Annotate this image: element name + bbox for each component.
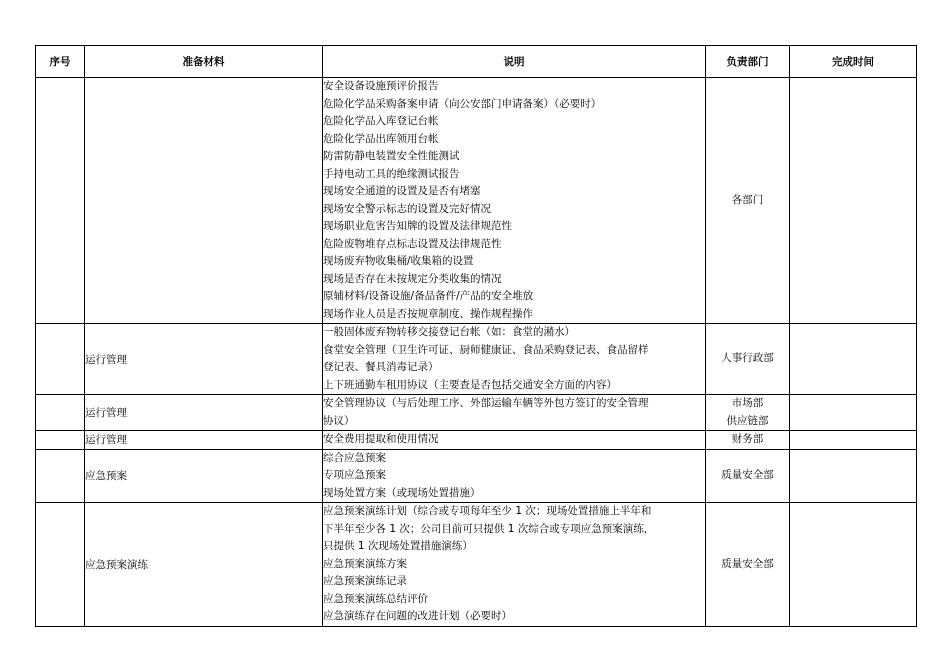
description-line: 危险化学品采购备案申请（向公安部门申请备案）（必要时） bbox=[323, 97, 602, 110]
header-completion-time: 完成时间 bbox=[790, 46, 917, 78]
department-name: 人事行政部 bbox=[721, 352, 774, 365]
cell-seq bbox=[36, 503, 85, 627]
cell-department bbox=[706, 78, 790, 324]
description-line: 危险化学品出库领用台帐 bbox=[323, 132, 439, 145]
cell-department bbox=[706, 324, 790, 395]
department-name: 质量安全部 bbox=[721, 469, 774, 481]
description-line: 现场是否存在未按规定分类收集的情况 bbox=[323, 272, 502, 285]
cell-material bbox=[85, 78, 323, 324]
cell-department bbox=[706, 503, 790, 627]
description-line: 登记表、餐具消毒记录） bbox=[323, 361, 439, 373]
description-line: 现场安全通道的设置及是否有堵塞 bbox=[323, 185, 481, 197]
description-line: 应急预案演练记录 bbox=[323, 575, 407, 587]
description-line: 下半年至少各 1 次；公司目前可只提供 1 次综合或专项应急预案演练， bbox=[323, 522, 655, 535]
cell-department bbox=[706, 431, 790, 450]
description-line: 安全设备设施预评价报告 bbox=[323, 80, 439, 92]
description-line: 专项应急预案 bbox=[323, 469, 386, 481]
table-row bbox=[36, 78, 917, 324]
description-line: 安全费用提取和使用情况 bbox=[323, 433, 439, 445]
cell-material: 运行管理 bbox=[85, 431, 323, 450]
cell-completion-time bbox=[790, 503, 917, 627]
description-line: 食堂安全管理（卫生许可证、厨师健康证、食品采购登记表、食品留样 bbox=[323, 343, 649, 356]
materials-table bbox=[35, 45, 917, 627]
cell-seq bbox=[36, 78, 85, 324]
cell-material: 运行管理 bbox=[85, 324, 323, 395]
cell-completion-time bbox=[790, 431, 917, 450]
description-line: 上下班通勤车租用协议（主要查是否包括交通安全方面的内容） bbox=[323, 378, 617, 391]
description-line: 应急预案演练方案 bbox=[323, 557, 407, 570]
cell-completion-time bbox=[790, 78, 917, 324]
table-row bbox=[36, 449, 917, 503]
cell-description bbox=[323, 431, 706, 450]
cell-department bbox=[706, 395, 790, 431]
table-row bbox=[36, 324, 917, 395]
description-line: 现场安全警示标志的设置及完好情况 bbox=[323, 202, 491, 215]
cell-description bbox=[323, 78, 706, 324]
department-name: 供应链部 bbox=[726, 414, 769, 427]
description-line: 应急演练存在问题的改进计划（必要时） bbox=[323, 610, 512, 622]
cell-seq bbox=[36, 431, 85, 450]
cell-completion-time bbox=[790, 449, 917, 503]
description-line: 现场作业人员是否按规章制度、操作规程操作 bbox=[323, 307, 533, 320]
cell-description bbox=[323, 395, 706, 431]
header-seq: 序号 bbox=[36, 46, 85, 78]
table-row bbox=[36, 395, 917, 431]
cell-description bbox=[323, 324, 706, 395]
description-line: 综合应急预案 bbox=[323, 451, 386, 464]
header-description: 说明 bbox=[323, 46, 706, 78]
description-line: 协议） bbox=[323, 414, 355, 427]
cell-material: 应急预案演练 bbox=[85, 503, 323, 627]
table-row bbox=[36, 503, 917, 627]
description-line: 现场职业危害告知牌的设置及法律规范性 bbox=[323, 220, 512, 232]
description-line: 现场处置方案（或现场处置措施） bbox=[323, 486, 481, 499]
department-name: 财务部 bbox=[731, 433, 764, 445]
table-row bbox=[36, 431, 917, 450]
cell-seq bbox=[36, 449, 85, 503]
description-line: 原辅材料/设备设施/备品备件/产品的安全堆放 bbox=[323, 290, 534, 302]
description-line: 危险废物堆存点标志设置及法律规范性 bbox=[323, 237, 502, 250]
department-name: 市场部 bbox=[731, 397, 764, 409]
cell-seq bbox=[36, 395, 85, 431]
table-header-row bbox=[36, 46, 917, 78]
cell-description bbox=[323, 503, 706, 627]
description-line: 一般固体废弃物转移交接登记台帐（如：食堂的潲水） bbox=[323, 326, 575, 338]
description-line: 现场废弃物收集桶/收集箱的设置 bbox=[323, 255, 474, 267]
header-material: 准备材料 bbox=[85, 46, 323, 78]
description-line: 安全管理协议（与后处理工序、外部运输车辆等外包方签订的安全管理 bbox=[323, 397, 649, 409]
cell-material: 运行管理 bbox=[85, 395, 323, 431]
cell-material: 应急预案 bbox=[85, 449, 323, 503]
cell-seq bbox=[36, 324, 85, 395]
description-line: 应急预案演练计划（综合或专项每年至少 1 次；现场处置措施上半年和 bbox=[323, 505, 652, 517]
department-name: 各部门 bbox=[731, 193, 764, 206]
header-department: 负责部门 bbox=[706, 46, 790, 78]
department-name: 质量安全部 bbox=[721, 557, 774, 570]
table-body bbox=[36, 78, 917, 627]
description-line: 防雷防静电装置安全性能测试 bbox=[323, 150, 460, 162]
cell-description bbox=[323, 449, 706, 503]
cell-department bbox=[706, 449, 790, 503]
cell-completion-time bbox=[790, 395, 917, 431]
description-line: 只提供 1 次现场处置措施演练） bbox=[323, 540, 473, 552]
description-line: 危险化学品入库登记台帐 bbox=[323, 115, 439, 127]
description-line: 应急预案演练总结评价 bbox=[323, 592, 428, 605]
cell-completion-time bbox=[790, 324, 917, 395]
description-line: 手持电动工具的绝缘测试报告 bbox=[323, 167, 460, 180]
